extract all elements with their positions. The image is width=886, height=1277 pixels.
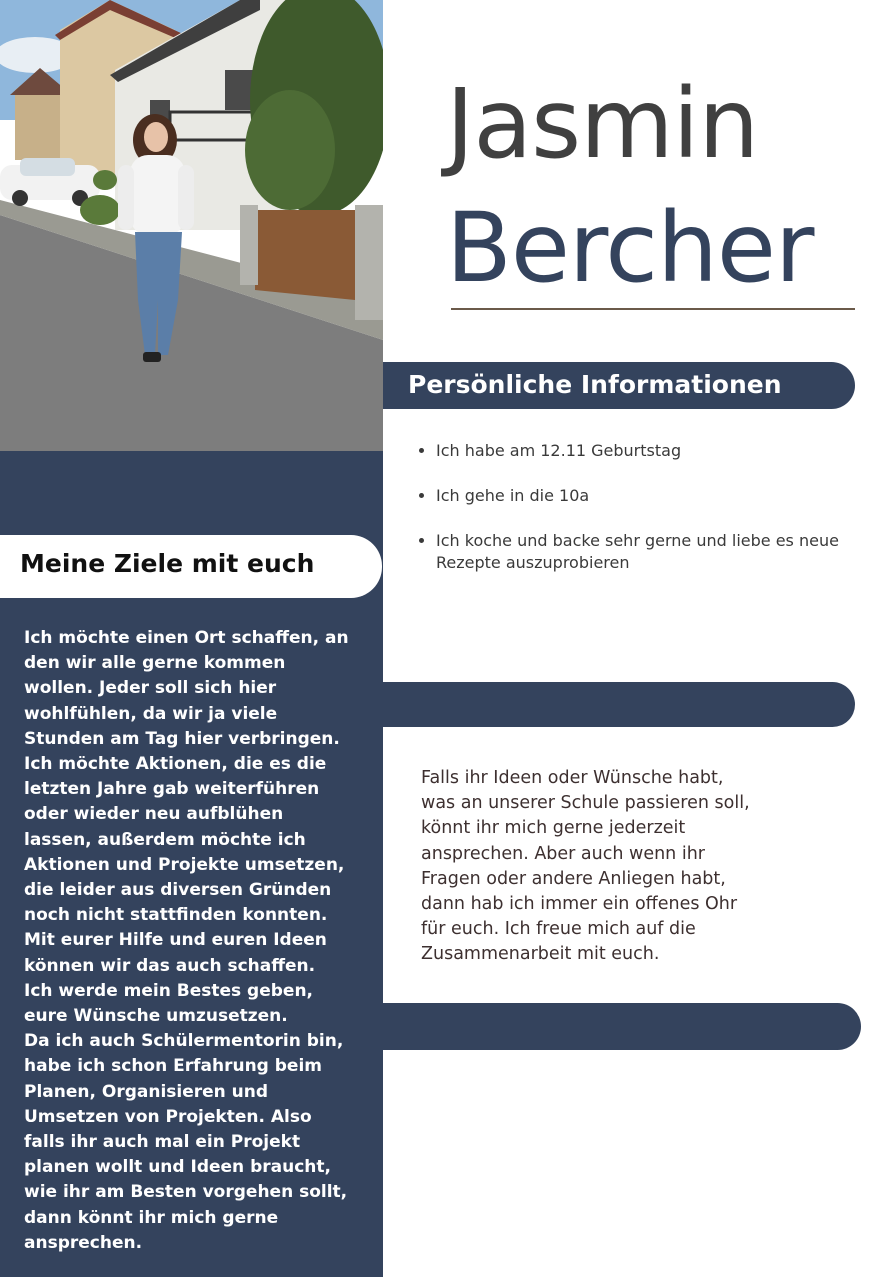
portrait-photo [0, 0, 383, 451]
contact-text: Falls ihr Ideen oder Wünsche habt, was an unserer Schule passieren soll, könnt ihr mich gerne jederzeit ansprechen. Aber auch wenn ihr Fragen oder andere Anliegen habt, dann hab ich immer ein offenes Ohr für euch. Ich freue mich auf die Zusammenarbeit mit euch. [421, 768, 750, 965]
first-name: Jasmin [446, 68, 759, 180]
list-item: • Ich habe am 12.11 Geburtstag [436, 440, 856, 462]
personal-info-heading: Persönliche Informationen [408, 370, 782, 399]
goals-heading: Meine Ziele mit euch [20, 549, 315, 578]
personal-info-banner [383, 362, 855, 409]
last-name: Bercher [446, 192, 814, 304]
name-divider [451, 308, 855, 310]
list-item: • Ich gehe in die 10a [436, 485, 856, 507]
list-item: • Ich koche und backe sehr gerne und liebe es neue Rezepte auszuprobieren [436, 530, 856, 574]
goals-text: Ich möchte einen Ort schaffen, an den wir alle gerne kommen wollen. Jeder soll sich hier wohlfühlen, da wir ja viele Stunden am Tag hier verbringen. Ich möchte Aktionen, die es die letzten Jahre gab weiterführen oder wieder neu aufblühen lassen, außerdem möchte ich Aktionen und Projekte umsetzen, die leider aus diversen Gründen noch nicht stattfinden konnten. Mit eurer Hilfe und euren Ideen können wir das auch schaffen. Ich werde mein Bestes geben, eure Wünsche umzusetzen. Da ich auch Schülermentorin bin, habe ich schon Erfahrung beim Planen, Organisieren und Umsetzen von Projekten. Also falls ihr auch mal ein Projekt planen wollt und Ideen braucht, wie ihr am Besten vorgehen sollt, dann könnt ihr mich gerne ansprechen. [24, 628, 349, 1253]
decorative-banner-bottom [383, 1003, 861, 1050]
decorative-banner-middle [383, 682, 855, 727]
personal-info-list [417, 440, 856, 597]
goals-banner [0, 535, 382, 598]
